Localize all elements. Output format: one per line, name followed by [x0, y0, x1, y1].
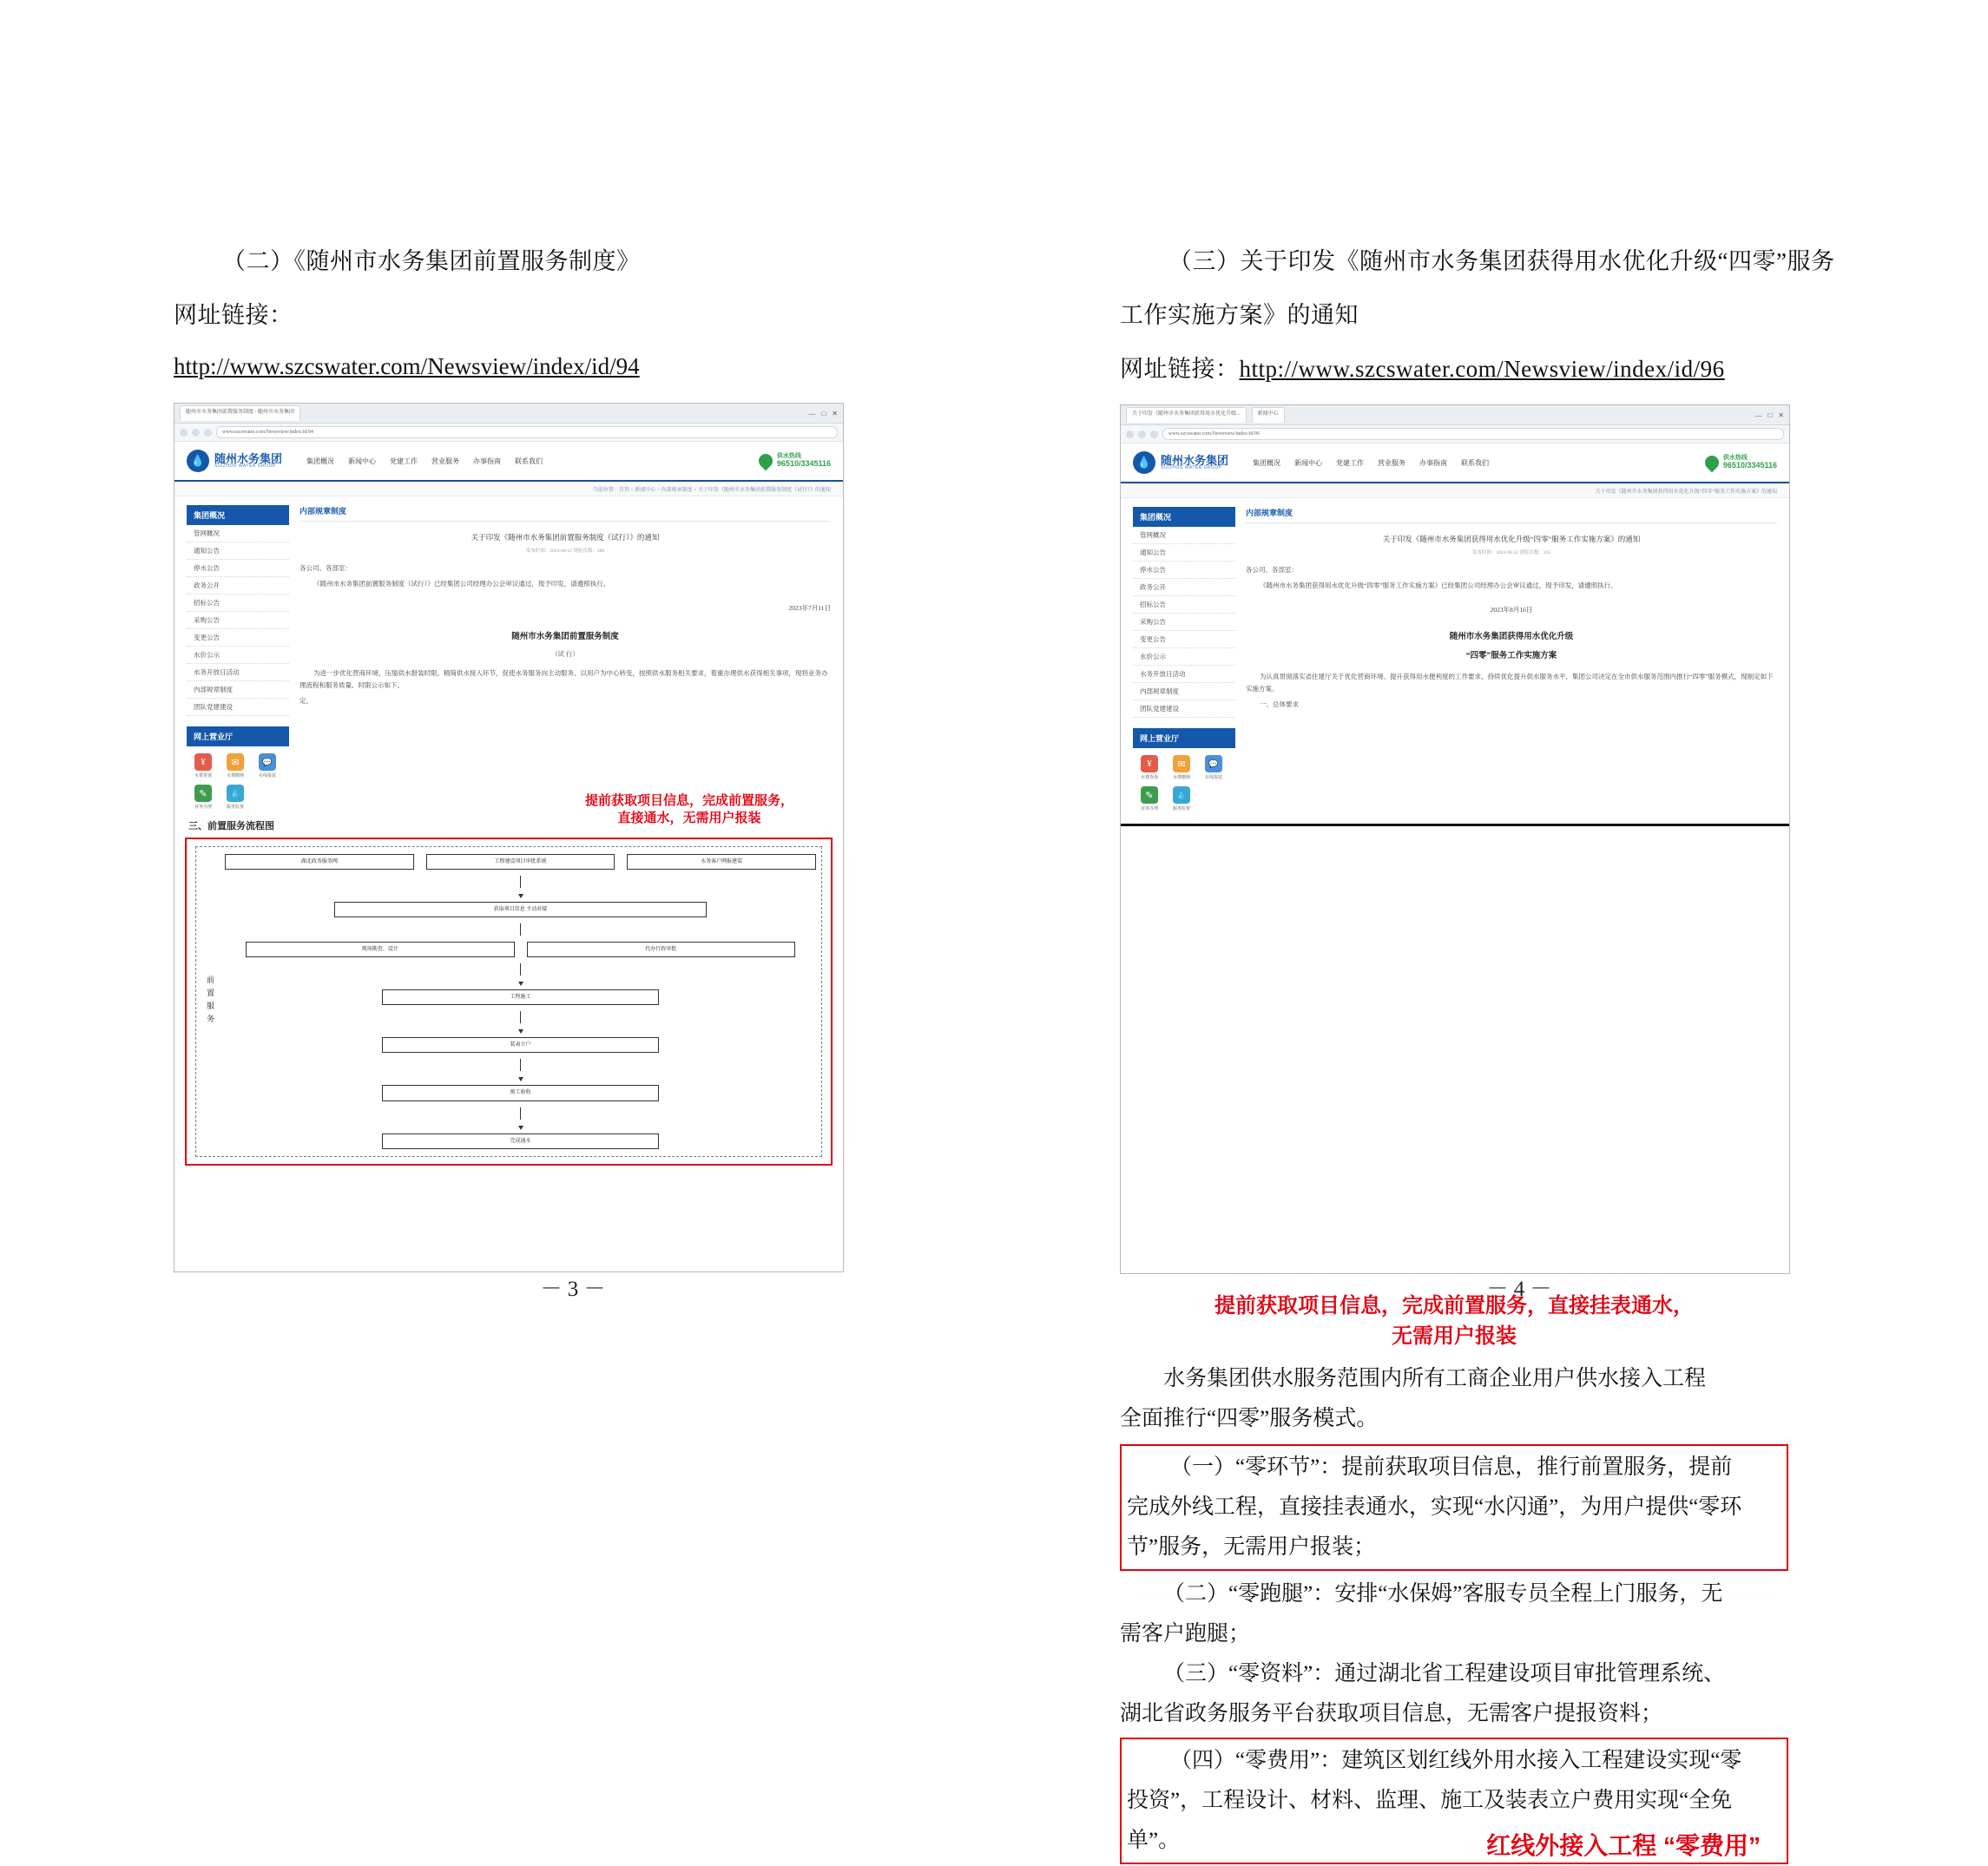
window-buttons-right[interactable]: [1754, 411, 1784, 419]
right-link-label: 网址链接：: [1120, 356, 1240, 382]
flow-connector-4: [520, 1011, 521, 1023]
payment-icon: ✉: [1173, 755, 1190, 772]
sidebar-title: 集团概况: [1133, 507, 1235, 527]
nav-item-1[interactable]: 新闻中心: [1294, 458, 1323, 467]
flow-title: 三、前置服务流程图: [188, 821, 274, 831]
item-1-line-0: （二）“零跑腿”：安排“水保姆”客服专员全程上门服务，无: [1163, 1581, 1723, 1606]
article-body: [300, 562, 831, 708]
article-body-right: [1246, 564, 1777, 712]
sidebar-item-3[interactable]: 政务公开: [187, 577, 289, 595]
doc-title-line2: “四零”服务工作实施方案: [1465, 651, 1557, 660]
flow-node-mid: 获取项目信息 主动对接: [334, 902, 706, 917]
maximize-icon[interactable]: □: [1767, 411, 1773, 419]
nav-item-4[interactable]: 办事指南: [473, 457, 502, 465]
hotline-label: 供水热线: [1722, 454, 1748, 462]
sidebar-item-5[interactable]: 采购公告: [187, 612, 289, 629]
sidebar-item-4[interactable]: 招标公告: [187, 595, 289, 612]
sidebar-item-2[interactable]: 停水公告: [1133, 562, 1235, 579]
right-doc-text: [1120, 1359, 1788, 1864]
back-icon[interactable]: [1126, 430, 1134, 438]
item-2: [1120, 1654, 1788, 1734]
sidebar-item-9[interactable]: 内部规章制度: [1133, 683, 1235, 700]
nav-item-2[interactable]: 党建工作: [1336, 458, 1365, 467]
service-icon-0[interactable]: [190, 753, 216, 779]
annotation-line-2: 直接通水，无需用户报装: [617, 811, 761, 826]
site-header-right: [1121, 444, 1789, 483]
hotline-number: 96510/3345116: [776, 458, 831, 468]
service-icon-label-3: 业务办理: [1140, 807, 1158, 811]
sidebar-item-8[interactable]: 水务开放日活动: [187, 664, 289, 681]
article-title: 关于印发《随州市水务集团前置服务制度（试行）》的通知: [471, 533, 660, 542]
refresh-icon[interactable]: [204, 429, 212, 437]
website-content: [174, 442, 843, 1166]
minimize-icon[interactable]: —: [1754, 411, 1762, 419]
sidebar-item-0[interactable]: 管网概况: [187, 525, 289, 542]
service-icon-3[interactable]: [1136, 786, 1162, 811]
service-icon-2[interactable]: [254, 753, 280, 779]
nav-item-0[interactable]: 集团概况: [1253, 458, 1281, 467]
sidebar-title-2: 网上营业厅: [1133, 728, 1235, 748]
sidebar-item-7[interactable]: 水价公示: [1133, 648, 1235, 666]
nav-item-3[interactable]: 营业服务: [431, 457, 460, 465]
item-1-line-1: 需客户跑腿；: [1120, 1621, 1251, 1646]
flow-diagram: [185, 838, 833, 1166]
sidebar-item-2[interactable]: 停水公告: [187, 560, 289, 577]
sidebar-right: [1133, 507, 1235, 818]
browser-address-bar: [174, 424, 843, 442]
service-icon-4[interactable]: [222, 785, 248, 810]
online-apply-icon: 💬: [259, 753, 276, 771]
flow-node-tail-2: 竣工验收: [382, 1085, 659, 1101]
flow-row-2: [225, 942, 816, 957]
service-icon-label-0: 水费查询: [1140, 776, 1158, 780]
flow-node-tail-3: 完成通水: [382, 1133, 659, 1149]
site-nav-right[interactable]: [1253, 458, 1489, 468]
browser-tab-right-2[interactable]: 新闻中心: [1252, 407, 1285, 423]
service-icon-label-4: 服务监督: [1172, 807, 1190, 811]
minimize-icon[interactable]: —: [808, 409, 816, 417]
right-heading-line2: 工作实施方案》的通知: [1120, 302, 1359, 328]
supervision-icon: 💧: [1173, 786, 1190, 804]
right-column: [1120, 0, 1988, 1859]
flow-arrow: [518, 894, 523, 898]
back-icon[interactable]: [180, 429, 188, 437]
left-link-label: 网址链接：: [174, 302, 293, 328]
address-input-right[interactable]: www.szcswater.com/Newsview/index/id/96: [1162, 428, 1784, 440]
service-icon-label-2: 在线报装: [1204, 776, 1222, 780]
flow-arrow-5: [518, 1126, 523, 1130]
breadcrumb-right: 关于印发《随州市水务集团获得用水优化升级“四零”服务工作实施方案》的通知: [1121, 483, 1789, 498]
service-icon-2[interactable]: [1201, 755, 1227, 780]
flow-node-r2-0: 现场勘查、设计: [246, 942, 515, 957]
flow-side-label: 前置服务: [206, 975, 214, 1028]
flow-row-top: [225, 854, 816, 870]
hotline: [759, 453, 831, 469]
flow-connector: [520, 876, 521, 888]
sidebar-item-9[interactable]: 内部规章制度: [187, 681, 289, 699]
service-icon-label-1: 水费缴纳: [226, 774, 244, 779]
sidebar-item-1[interactable]: 通知公告: [187, 542, 289, 560]
annotation-text-top: [546, 792, 833, 828]
forward-icon[interactable]: [1138, 430, 1146, 438]
flow-connector-5: [520, 1059, 521, 1071]
sidebar-item-6[interactable]: 变更公告: [1133, 631, 1235, 648]
site-body-right: [1121, 498, 1789, 818]
hotline-label: 供水热线: [776, 452, 801, 460]
hotline-right: [1705, 455, 1777, 470]
sidebar-item-5[interactable]: 采购公告: [1133, 614, 1235, 631]
site-body: [174, 496, 843, 817]
service-icon-grid: [187, 746, 289, 817]
sidebar-title: 集团概况: [187, 505, 289, 525]
water-drop-logo-icon: 💧: [187, 450, 209, 472]
right-heading-line1: （三）关于印发《随州市水务集团获得用水优化升级“四零”服务: [1168, 248, 1835, 274]
flow-node-tail-0: 工程施工: [382, 989, 659, 1005]
flow-arrow-2: [518, 982, 523, 986]
flow-connector-2: [520, 923, 521, 936]
online-apply-icon: 💬: [1205, 755, 1222, 772]
address-input[interactable]: www.szcswater.com/Newsview/index/id/94: [216, 426, 838, 438]
annotation-bottom: 红线外接入工程 “零费用”: [1486, 1831, 1761, 1859]
site-logo-right: [1133, 451, 1228, 474]
service-icon-grid-right: [1133, 748, 1235, 818]
annotation-line-1: 提前获取项目信息，完成前置服务，直接挂表通水，: [1215, 1294, 1694, 1317]
lead-line-1: 水务集团供水服务范围内所有工商企业用户供水接入工程: [1163, 1366, 1707, 1390]
article-paragraph: 《随州市水务集团前置服务制度（试行）》已经集团公司经理办公会审议通过，现予印发，请遵照执行。: [313, 580, 610, 588]
site-logo: [187, 450, 282, 472]
item-2-line-1: 湖北省政务服务平台获取项目信息，无需客户提报资料；: [1120, 1701, 1663, 1725]
article-salutation-right: 各公司、各部室：: [1246, 565, 1298, 574]
service-icon-label-2: 在线报装: [258, 774, 276, 779]
flow-node-top-0: 湖北政务服务网: [225, 854, 414, 870]
logo-text-cn: 随州水务集团: [1161, 453, 1229, 467]
bill-query-icon: ¥: [1141, 755, 1158, 772]
item-3-line-2: 单”。: [1127, 1828, 1181, 1852]
website-content-right: [1121, 444, 1789, 826]
item-3-line-1: 投资”，工程设计、材料、监理、施工及装表立户费用实现“全免: [1127, 1788, 1733, 1812]
nav-item-3[interactable]: 营业服务: [1378, 458, 1406, 467]
site-header: [174, 442, 843, 482]
sidebar-item-6[interactable]: 变更公告: [187, 629, 289, 647]
service-icon-0[interactable]: [1136, 755, 1162, 780]
page-number-right: － 4 －: [1486, 1278, 1552, 1301]
water-drop-icon: [1702, 453, 1722, 473]
sidebar-item-4[interactable]: 招标公告: [1133, 596, 1235, 614]
bill-query-icon: ¥: [194, 753, 212, 771]
sidebar-item-10[interactable]: 团队党建建设: [187, 699, 289, 716]
close-icon[interactable]: ✕: [1778, 411, 1784, 419]
doc-paragraph-1: 一、总体要求: [1260, 700, 1299, 709]
doc-title-line1: 随州市水务集团获得用水优化升级: [1449, 632, 1574, 641]
item-1: [1120, 1574, 1788, 1654]
doc-title: 随州市水务集团前置服务制度: [511, 632, 619, 641]
article-title-right: 关于印发《随州市水务集团获得用水优化升级“四零”服务工作实施方案》的通知: [1382, 535, 1641, 543]
sidebar-item-10[interactable]: 团队党建建设: [1133, 700, 1235, 718]
annotation-line-1: 提前获取项目信息，完成前置服务，: [584, 793, 793, 808]
sidebar-item-8[interactable]: 水务开放日活动: [1133, 666, 1235, 683]
item-0-line-2: 节”服务，无需用户报装；: [1127, 1534, 1376, 1559]
item-0-line-0: （一）“零环节”：提前获取项目信息，推行前置服务，提前: [1170, 1455, 1733, 1479]
sidebar-item-0[interactable]: 管网概况: [1133, 527, 1235, 544]
article-section-title: 内部规章制度: [300, 505, 831, 522]
left-column: [174, 0, 1042, 1377]
right-link-row: [1120, 342, 1988, 396]
service-icon-label-4: 服务监督: [226, 805, 244, 810]
flow-node-top-1: 工程建设项目审批系统: [426, 854, 615, 870]
article-area: [300, 505, 831, 817]
item-2-line-0: （三）“零资料”：通过湖北省工程建设项目审批管理系统、: [1163, 1661, 1726, 1685]
sidebar-item-3[interactable]: 政务公开: [1133, 579, 1235, 596]
left-url[interactable]: http://www.szcswater.com/Newsview/index/id/94: [174, 353, 640, 379]
item-3-line-0: （四）“零费用”：建筑区划红线外用水接入工程建设实现“零: [1170, 1748, 1742, 1772]
window-buttons[interactable]: [808, 410, 838, 417]
logo-text-en: SUIZHOU WATER GROUP: [1161, 465, 1222, 471]
browser-tab-right[interactable]: 关于印发《随州市水务集团获得用水优化升级...: [1126, 407, 1247, 423]
supervision-icon: 💧: [227, 785, 244, 802]
left-heading: （二）《随州市水务集团前置服务制度》: [222, 248, 641, 274]
flow-node-r2-1: 代办行政审批: [527, 942, 796, 957]
nav-item-5[interactable]: 联系我们: [515, 457, 543, 465]
article-section-title-right: 内部规章制度: [1246, 507, 1777, 523]
service-icon-label-0: 水费查询: [194, 774, 212, 779]
lead-line-2: 全面推行“四零”服务模式。: [1120, 1406, 1379, 1430]
refresh-icon[interactable]: [1150, 430, 1158, 438]
close-icon[interactable]: ✕: [832, 409, 838, 417]
business-icon: ✎: [194, 785, 212, 802]
right-url[interactable]: http://www.szcswater.com/Newsview/index/id/96: [1239, 356, 1725, 382]
water-drop-logo-icon: 💧: [1133, 451, 1155, 474]
payment-icon: ✉: [227, 753, 244, 771]
doc-body-tail: 定。: [300, 697, 313, 706]
article-date-right: 2023年8月16日: [1490, 606, 1533, 614]
flow-arrow-3: [518, 1029, 523, 1034]
article-date: 2023年7月11日: [788, 604, 831, 613]
item-box-0: [1120, 1444, 1788, 1571]
browser-address-bar-right: [1121, 425, 1789, 444]
service-icon-label-1: 水费缴纳: [1172, 776, 1190, 780]
browser-chrome: [174, 404, 843, 424]
sidebar-item-7[interactable]: 水价公示: [187, 647, 289, 664]
logo-text-en: SUIZHOU WATER GROUP: [214, 463, 276, 470]
business-icon: ✎: [1141, 786, 1158, 804]
nav-item-0[interactable]: 集团概况: [306, 457, 335, 465]
forward-icon[interactable]: [192, 429, 200, 437]
sidebar-item-1[interactable]: 通知公告: [1133, 544, 1235, 562]
flow-connector-6: [520, 1107, 521, 1120]
item-box-3: [1120, 1738, 1788, 1864]
item-0-line-1: 完成外线工程，直接挂表通水，实现“水闪通”，为用户提供“零环: [1127, 1495, 1742, 1519]
site-nav[interactable]: [306, 457, 543, 466]
flow-canvas: [225, 854, 816, 1149]
flow-node-top-2: 水务客户网报建装: [627, 854, 816, 870]
browser-tab[interactable]: 随州市水务集团前置服务制度 - 随州市水务集团: [180, 405, 300, 421]
flow-connector-3: [520, 963, 521, 976]
screenshot-left: [174, 403, 844, 1272]
maximize-icon[interactable]: □: [821, 409, 826, 417]
doc-subtitle: （试 行）: [551, 649, 579, 658]
flow-arrow-4: [518, 1077, 523, 1081]
water-drop-icon: [756, 451, 776, 471]
page-number-left: － 3 －: [540, 1278, 606, 1301]
nav-item-2[interactable]: 党建工作: [390, 457, 418, 465]
breadcrumb: 当前位置：首页 > 新闻中心 > 内部规章制度 > 关于印发《随州市水务集团前置服务制度（试行）》的通知: [174, 482, 843, 496]
annotation-line-2: 无需用户报装: [1392, 1324, 1517, 1348]
screenshot-right: [1120, 404, 1790, 1274]
browser-chrome-right: [1121, 405, 1789, 425]
service-icon-4[interactable]: [1168, 786, 1195, 811]
service-icon-3[interactable]: [190, 785, 216, 810]
hotline-number: 96510/3345116: [1722, 460, 1777, 470]
doc-body: 为进一步优化营商环境，压缩供水报装时限，精简供水接入环节，促使水务服务向主动服务、以用户为中心转变，按照供水服务相关要求，着重办理供水获得相关事项，现将业务办理流程和服务质量、时限公示如下。: [300, 668, 828, 690]
sidebar: [187, 505, 289, 817]
article-meta: 发布时间：2023-08-22 浏览次数：368: [525, 548, 605, 554]
article-salutation: 各公司、各部室：: [300, 563, 352, 572]
service-icon-1[interactable]: [1168, 755, 1195, 780]
nav-item-1[interactable]: 新闻中心: [348, 457, 377, 465]
article-area-right: [1246, 507, 1777, 818]
flow-node-tail-1: 装表立户: [382, 1037, 659, 1053]
article-paragraph-right: 《随州市水务集团获得用水优化升级“四零”服务工作实施方案》已经集团公司经理办公会审议通过，现予印发，请遵照执行。: [1260, 581, 1617, 589]
service-icon-1[interactable]: [222, 753, 248, 779]
nav-item-4[interactable]: 办事指南: [1419, 458, 1448, 467]
logo-text-cn: 随州水务集团: [214, 451, 283, 465]
article-meta-right: 发布时间：2023-08-22 浏览次数：245: [1471, 549, 1551, 555]
nav-item-5[interactable]: 联系我们: [1461, 458, 1490, 467]
sidebar-title-2: 网上营业厅: [187, 726, 289, 746]
doc-paragraph-0: 为认真贯彻落实省住建厅关于优化营商环境、提升获得用水便利度的工作要求，持续优化提升供水服务水平，集团公司决定在全市供水服务范围内推行“四零”服务模式，现制定如下实施方案。: [1246, 672, 1774, 693]
service-icon-label-3: 业务办理: [194, 805, 212, 810]
page-divider-rule: [1121, 824, 1789, 826]
